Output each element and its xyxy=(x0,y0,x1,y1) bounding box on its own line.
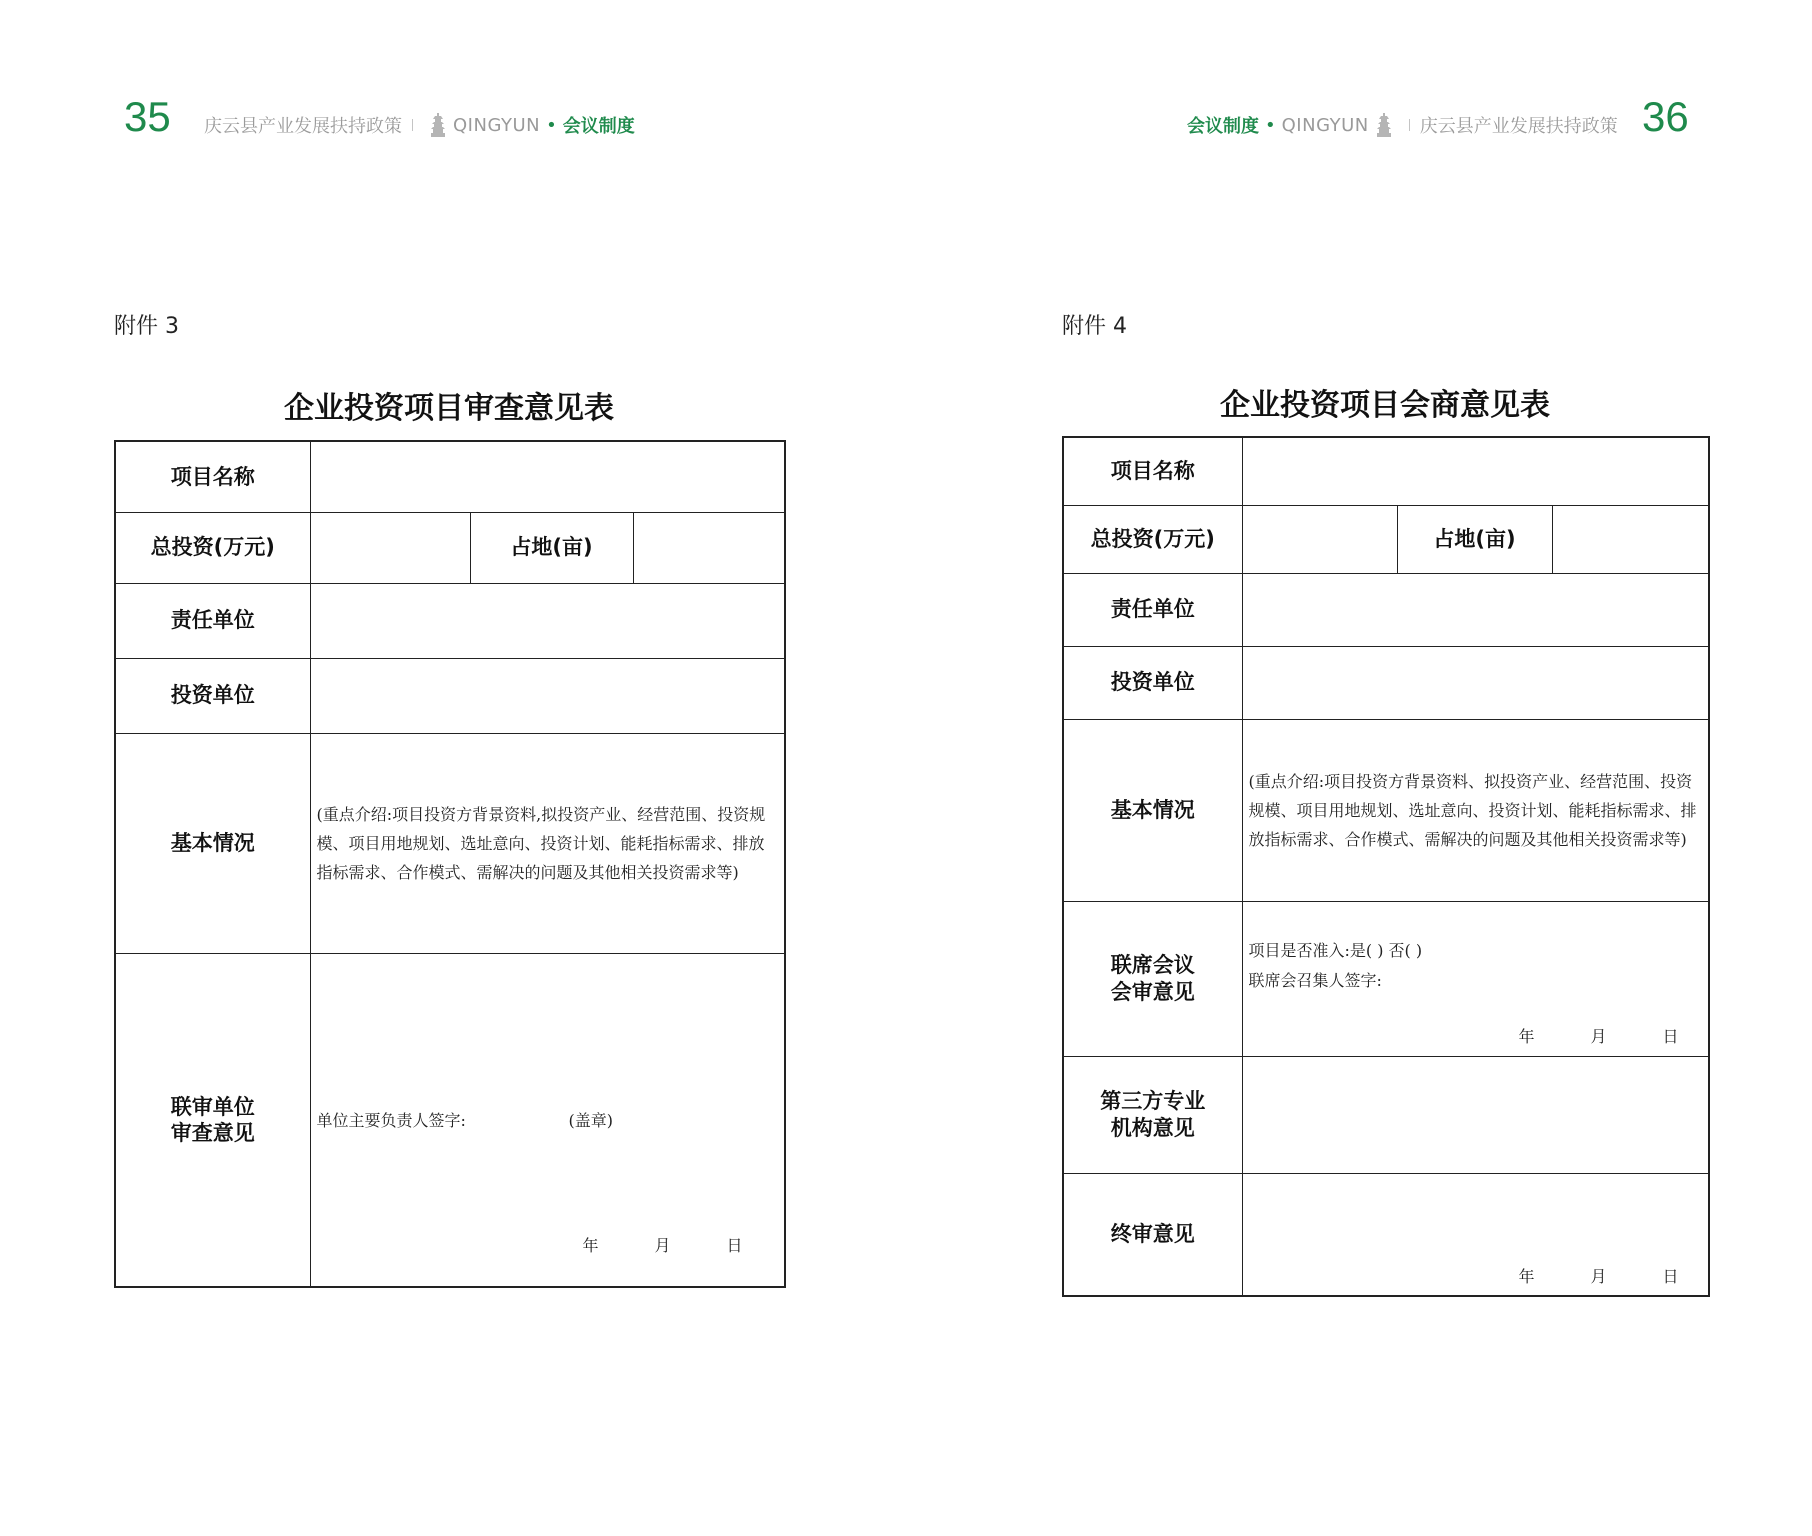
header-divider xyxy=(1409,119,1410,131)
header-dot: • xyxy=(1265,114,1276,136)
page-number-right: 36 xyxy=(1642,93,1689,140)
label-land-area: 占地(亩) xyxy=(1397,505,1552,573)
investor-unit-field[interactable] xyxy=(1242,646,1709,719)
final-review-field[interactable] xyxy=(1242,1173,1709,1296)
date-year: 年 xyxy=(582,1235,599,1255)
label-total-investment: 总投资(万元) xyxy=(115,512,310,583)
label-project-name: 项目名称 xyxy=(115,441,310,512)
label-basic-info: 基本情况 xyxy=(1063,719,1242,901)
label-joint-review xyxy=(115,953,310,1287)
pagoda-logo-icon xyxy=(429,113,447,137)
land-area-field[interactable] xyxy=(633,512,785,583)
label-responsible-unit: 责任单位 xyxy=(1063,573,1242,646)
label-final-review: 终审意见 xyxy=(1063,1173,1242,1296)
seal-label: (盖章) xyxy=(568,1110,613,1130)
pagoda-logo-icon xyxy=(1375,113,1393,137)
date-year: 年 xyxy=(1518,1026,1535,1046)
header-dot: • xyxy=(546,114,557,136)
date-day: 日 xyxy=(1662,1266,1679,1286)
third-party-field[interactable] xyxy=(1242,1056,1709,1173)
date-line xyxy=(1519,1024,1679,1047)
third-party-line1: 第三方专业 xyxy=(1100,1089,1206,1114)
basic-info-field[interactable] xyxy=(310,733,785,953)
section-name: 会议制度 xyxy=(562,116,635,137)
page-number-left: 35 xyxy=(124,93,171,140)
attachment-label: 附件 4 xyxy=(1062,314,1127,339)
brand-name: QINGYUN xyxy=(1281,114,1369,136)
joint-meeting-field[interactable] xyxy=(1242,901,1709,1056)
book-title: 庆云县产业发展扶持政策 xyxy=(1419,116,1618,137)
project-name-field[interactable] xyxy=(310,441,785,512)
date-month: 月 xyxy=(654,1235,671,1255)
joint-review-field[interactable] xyxy=(310,953,785,1287)
label-project-name: 项目名称 xyxy=(1063,437,1242,505)
basic-info-note: (重点介绍:项目投资方背景资料,拟投资产业、经营范围、投资规模、项目用地规划、选址意向、投资计划、能耗指标需求、排放指标需求、合作模式、需解决的问题及其他相关投资需求等) xyxy=(316,804,766,882)
investor-unit-field[interactable] xyxy=(310,658,785,733)
running-header-right xyxy=(1187,112,1618,138)
brand-name: QINGYUN xyxy=(453,114,541,136)
label-third-party xyxy=(1063,1056,1242,1173)
date-year: 年 xyxy=(1518,1266,1535,1286)
responsible-unit-field[interactable] xyxy=(1242,573,1709,646)
date-line xyxy=(1519,1264,1679,1287)
total-investment-field[interactable] xyxy=(1242,505,1397,573)
date-day: 日 xyxy=(726,1235,743,1255)
section-name: 会议制度 xyxy=(1187,116,1259,137)
basic-info-note: (重点介绍:项目投资方背景资料、拟投资产业、经营范围、投资规模、项目用地规划、选址意向、投资计划、能耗指标需求、排放指标需求、合作模式、需解决的问题及其他相关投资需求等) xyxy=(1248,771,1697,849)
label-basic-info: 基本情况 xyxy=(115,733,310,953)
form-title: 企业投资项目会商意见表 xyxy=(1220,388,1550,423)
consultation-opinion-table xyxy=(1062,436,1710,1297)
responsible-unit-field[interactable] xyxy=(310,583,785,658)
form-title: 企业投资项目审查意见表 xyxy=(284,391,614,426)
joint-review-line2: 审查意见 xyxy=(170,1120,255,1145)
book-title: 庆云县产业发展扶持政策 xyxy=(204,116,402,137)
running-header-left xyxy=(204,112,635,138)
project-name-field[interactable] xyxy=(1242,437,1709,505)
attachment-label: 附件 3 xyxy=(114,314,179,339)
date-month: 月 xyxy=(1590,1026,1607,1046)
date-day: 日 xyxy=(1662,1026,1679,1046)
third-party-line2: 机构意见 xyxy=(1110,1115,1195,1140)
date-month: 月 xyxy=(1590,1266,1607,1286)
total-investment-field[interactable] xyxy=(310,512,470,583)
convener-signature-label: 联席会召集人签字: xyxy=(1248,970,1382,990)
header-divider xyxy=(412,119,413,131)
label-responsible-unit: 责任单位 xyxy=(115,583,310,658)
date-line xyxy=(583,1233,743,1256)
joint-meeting-line1: 联席会议 xyxy=(1110,953,1195,978)
label-investor-unit: 投资单位 xyxy=(115,658,310,733)
land-area-field[interactable] xyxy=(1552,505,1709,573)
signature-label: 单位主要负责人签字: xyxy=(316,1110,466,1130)
label-investor-unit: 投资单位 xyxy=(1063,646,1242,719)
joint-meeting-line2: 会审意见 xyxy=(1110,979,1195,1004)
review-opinion-table xyxy=(114,440,786,1288)
label-total-investment: 总投资(万元) xyxy=(1063,505,1242,573)
admission-question: 项目是否准入:是( ) 否( ) xyxy=(1248,940,1423,960)
joint-review-line1: 联审单位 xyxy=(170,1094,255,1119)
label-land-area: 占地(亩) xyxy=(470,512,633,583)
label-joint-meeting xyxy=(1063,901,1242,1056)
basic-info-field[interactable] xyxy=(1242,719,1709,901)
